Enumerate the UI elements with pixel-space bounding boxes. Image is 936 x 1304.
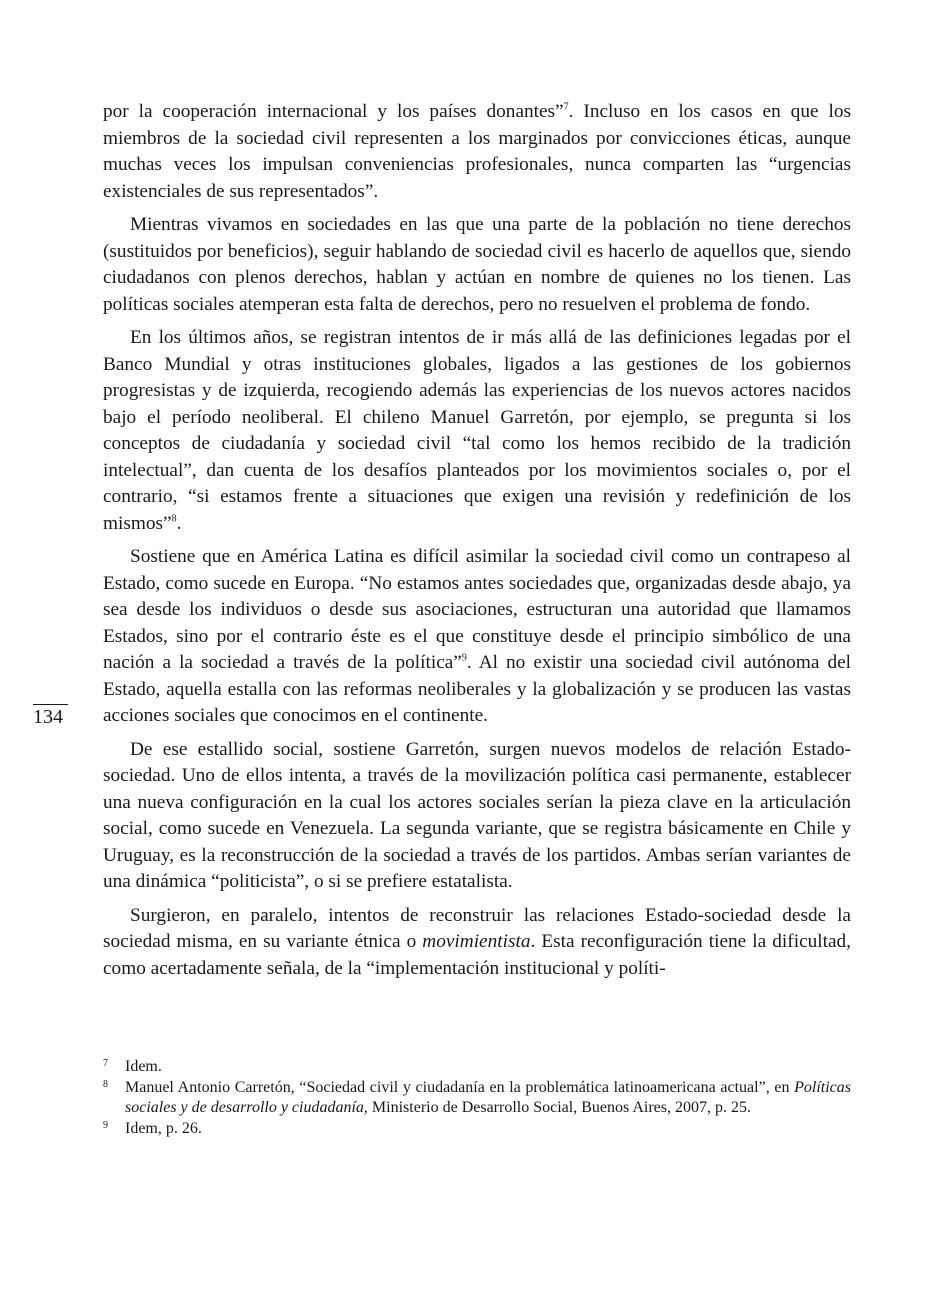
- paragraph-2: Mientras vivamos en sociedades en las que una parte de la población no tiene derechos (sustituidos por beneficios), seguir hablando de sociedad civil es hacerlo de aquellos que, siendo ciudadanos con plenos derechos, hablan y actúan en nombre de quienes no los tienen. Las políticas sociales atemperan esta falta de derechos, pero no resuelven el problema de fondo.: [103, 214, 851, 315]
- paragraph-text: Surgieron, en paralelo, intentos de reconstruir las relaciones Estado-sociedad desde la sociedad misma, en su variante étnica o: [103, 904, 851, 952]
- paragraph-text: . Al no existir una sociedad civil autónoma del Estado, aquella estalla con las reformas neoliberales y la globalización y se producen las vastas acciones sociales que conocimos en el continente.: [103, 652, 851, 726]
- paragraph-text: En los últimos años, se registran intentos de ir más allá de las definiciones legadas por el Banco Mundial y otras instituciones globales, ligados a las gestiones de los gobiernos progresistas y de izquierda, recogiendo además las experiencias de los nuevos actores nacidos bajo el período neoliberal. El chileno Manuel Garretón, por ejemplo, se pregunta si los conceptos de ciudadanía y sociedad civil “tal como los hemos recibido de la tradición intelectual”, dan cuenta de los desafíos planteados por los movimientos sociales o, por el contrario, “si estamos frente a situaciones que exigen una revisión y redefinición de los mismos”: [103, 327, 851, 534]
- footnotes: [103, 1057, 851, 1139]
- footnote-ref-7: 7: [563, 101, 569, 113]
- footnote-text: Idem, p. 26.: [125, 1119, 202, 1137]
- paragraph-text: por la cooperación internacional y los países donantes”: [103, 101, 564, 122]
- paragraph-4: [103, 544, 851, 730]
- page-number: 134: [33, 706, 63, 728]
- footnote-9: [103, 1119, 851, 1140]
- footnote-ref-9: 9: [461, 652, 467, 664]
- paragraph-3: [103, 325, 851, 537]
- page-number-rule: [33, 704, 68, 705]
- footnote-italic-title: Políticas sociales y de desarrollo y ciudadanía: [125, 1078, 851, 1116]
- paragraph-6: [103, 903, 851, 983]
- paragraph-text: . Incluso en los casos en que los miembros de la sociedad civil representen a los marginados por convicciones éticas, aunque muchas veces los impulsan conveniencias profesionales, nunca comparten las “urgencias existenciales de sus representados”.: [103, 101, 851, 202]
- footnote-7: [103, 1057, 851, 1078]
- footnote-number: 8: [103, 1078, 108, 1090]
- footnote-text: , Ministerio de Desarrollo Social, Buenos Aires, 2007, p. 25.: [363, 1099, 751, 1116]
- footnote-8: [103, 1078, 851, 1119]
- paragraph-5: De ese estallido social, sostiene Garretón, surgen nuevos modelos de relación Estado-sociedad. Uno de ellos intenta, a través de la movilización política casi permanente, establecer una nueva configuración en la cual los actores sociales serían la pieza clave en la articulación social, como sucede en Venezuela. La segunda variante, que se registra básicamente en Chile y Uruguay, es la reconstrucción de la sociedad a través de los partidos. Ambas serían variantes de una dinámica “politicista”, o si se prefiere estatalista.: [103, 738, 851, 892]
- footnote-number: 7: [103, 1058, 108, 1069]
- body-text: [103, 99, 851, 989]
- footnote-text: Idem.: [125, 1058, 162, 1075]
- paragraph-text: .: [176, 512, 182, 534]
- footnote-text: Manuel Antonio Carretón, “Sociedad civil y ciudadanía en la problemática latinoamericana actual”, en: [125, 1078, 795, 1096]
- paragraph-text: . Esta reconfiguración tiene la dificultad, como acertadamente señala, de la “implementación institucional y políti-: [103, 931, 851, 979]
- italic-term: movimientista: [422, 931, 531, 952]
- paragraph-1: [103, 99, 851, 205]
- footnote-number: 9: [103, 1119, 108, 1131]
- footnote-ref-8: 8: [171, 513, 177, 525]
- paragraph-text: Sostiene que en América Latina es difícil asimilar la sociedad civil como un contrapeso al Estado, como sucede en Europa. “No estamos antes sociedades que, organizadas desde abajo, ya sea desde los individuos o desde sus asociaciones, estructuran una autoridad que llamamos Estados, sino por el contrario éste es el que constituye desde el principio simbólico de una nación a la sociedad a través de la política”: [103, 546, 851, 673]
